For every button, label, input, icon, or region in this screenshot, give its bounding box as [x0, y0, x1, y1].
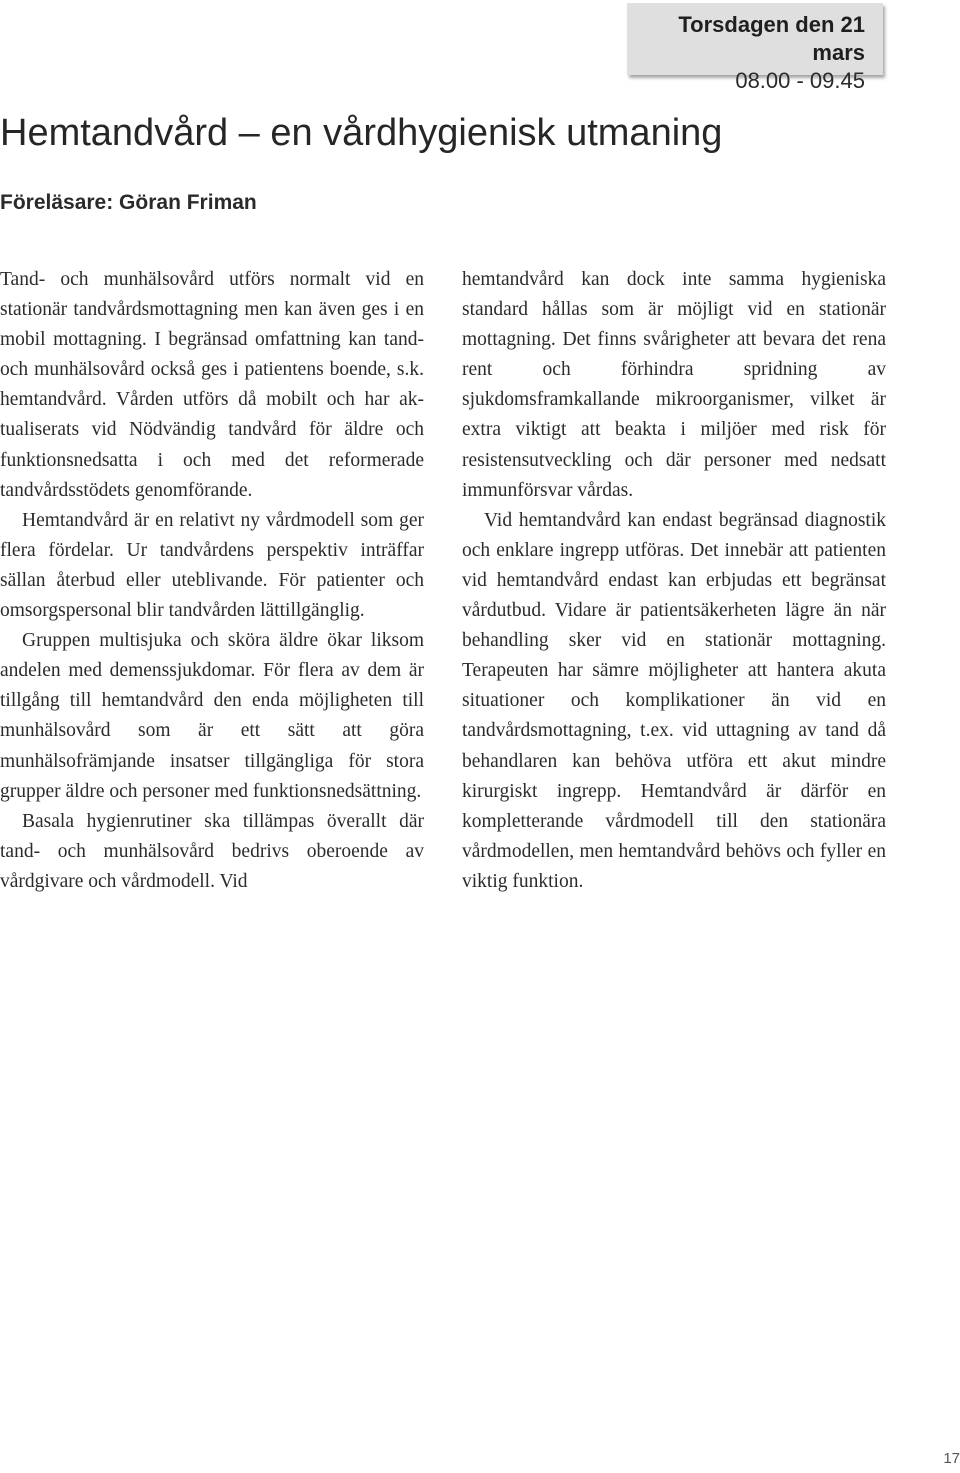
left-column [0, 265, 424, 897]
paragraph: Basala hygienrutiner ska tillämpas överallt där tand- och munhälsovård bedrivs oberoende av vårdgivare och vårdmodell. Vid [0, 810, 424, 892]
paragraph: hemtandvård kan dock inte samma hygieniska standard hållas som är möjligt vid en stationär mottagning. Det finns svårigheter att bevara det rena rent och förhindra spridning av sjukdomsframkallande mikroorganismer, vilket är extra viktigt att beakta i miljöer med risk för resistensutveckling och där personer med nedsatt immunförsvar vårdas. [462, 269, 886, 501]
session-time: 08.00 - 09.45 [735, 68, 865, 93]
paragraph: Gruppen multisjuka och sköra äldre ökar liksom andelen med demenssjukdomar. För flera av dem är tillgång till hemtandvård den enda möjligheten till munhälsovård som är ett sätt att göra munhälsofrämjande insatser tillgängliga för stora grupper äldre och personer med funktionsnedsättning. [0, 630, 424, 802]
page-number: 17 [943, 1450, 960, 1467]
session-day: Torsdagen den 21 mars [678, 12, 865, 65]
paragraph: Hemtandvård är en relativt ny vårdmodell som ger flera fördelar. Ur tandvårdens perspektiv inträffar sällan återbud eller uteblivande. För patienter och omsorgspersonal blir tandvården lättillgänglig. [0, 509, 424, 622]
right-column [462, 265, 886, 897]
paragraph: Tand- och munhälsovård utförs normalt vid en stationär tandvårdsmottagning men kan även ges i en mobil mottagning. I begränsad omfattning kan tand- och munhälsovård också ges i patientens boende, s.k. hemtandvård. Vården utförs då mobilt och har aktualiserats vid Nödvändig tandvård för äldre och funktionsnedsatta i och med det reformerade tandvårdsstödets genomförande. [0, 269, 424, 501]
paragraph: Vid hemtandvård kan endast begränsad diagnostik och enklare ingrepp utföras. Det innebär att patienten vid hemtandvård endast kan erbjudas ett begränsat vårdutbud. Vidare är patientsäkerheten lägre än när behandling sker vid en stationär mottagning. Terapeuten har sämre möjligheter att hantera akuta situationer och komplikationer än vid en tandvårdsmottagning, t.ex. vid uttagning av tand då behandlaren kan behöva utföra ett akut mindre kirurgiskt ingrepp. Hemtandvård är därför en kompletterande vårdmodell till den stationära vårdmodellen, men hemtandvård behövs och fyller en viktig funktion. [462, 509, 886, 892]
page-title: Hemtandvård – en vårdhygienisk utmaning [0, 112, 723, 154]
session-date-box [627, 3, 883, 93]
lecturer-line: Föreläsare: Göran Friman [0, 191, 257, 214]
